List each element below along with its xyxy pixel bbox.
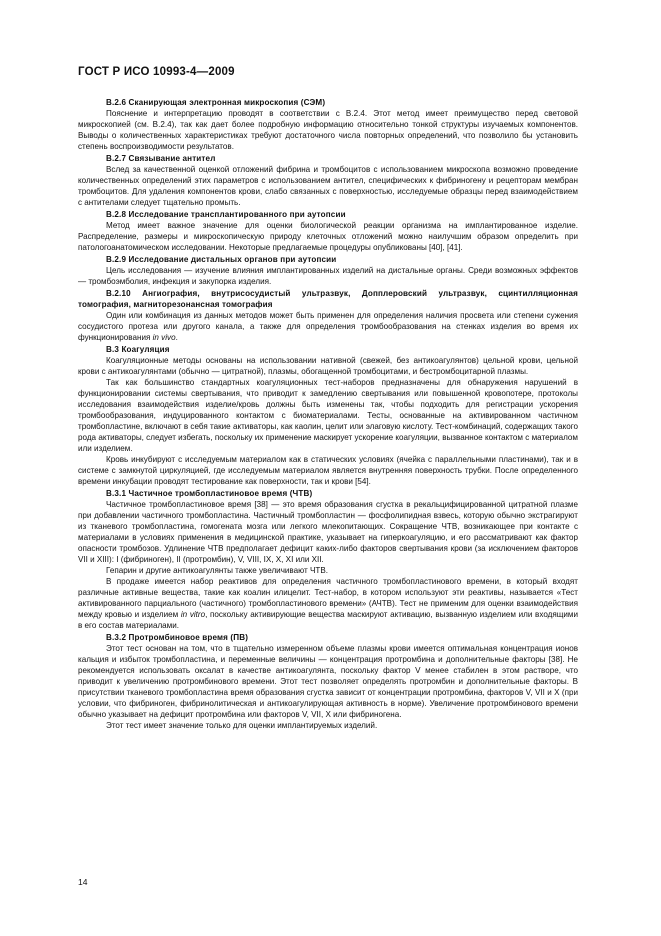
section-heading: В.2.7 Связывание антител xyxy=(106,154,216,163)
body-paragraph: Этот тест имеет значение только для оценки имплантируемых изделий. xyxy=(106,721,378,730)
body-paragraph: Пояснение и интерпретацию проводят в соответствии с В.2.4. Этот метод имеет преимущество перед световой микроскопией (см. В.2.4), так как дает более подробную информацию относительно тонкой структуры изучаемых компонентов. Выводы о количественных характеристиках требуют достаточного числа повторных определений, что позволило бы установить степень воспроизводимости результатов. xyxy=(78,109,578,151)
body-paragraph: В продаже имеется набор реактивов для определения частичного тромбопластинового времени, в который входят различные активные вещества, такие как коалин илицелит. Тест-набор, в котором используют эти реактивы, называется «Тест активированного парциального (частичного) тромбопластинового времени» (АЧТВ). Тест не применим для оценки взаимодействия между кровью и изделием in vitro, поскольку активирующие вещества маскируют активацию, вызванную изделием или входящими в его состав материалами. xyxy=(78,577,579,630)
section-heading: В.2.10 Ангиография, внутрисосудистый ультразвук, Допплеровский ультразвук, сцинтилляционная томография, магниторезонансная томография xyxy=(78,289,578,309)
section-heading: В.3.1 Частичное тромбопластиновое время (ЧТВ) xyxy=(106,489,313,498)
body-paragraph: Гепарин и другие антикоагулянты также увеличивают ЧТВ. xyxy=(106,566,328,575)
body-paragraph: Частичное тромбопластиновое время [38] — это время образования сгустка в рекальцифицированной цитратной плазме при добавлении частичного тромбопластина. Частичный тромбопластин — фосфолипидная взвесь, которую обычно экстрагируют из тканевого тромбопластина, гомогената мозга или легкого млекопитающих. Сокращение ЧТВ, возникающее при контакте с материалами в условиях применения в медицинской практике, указывает на гиперкоагуляцию, и его рассматривают как фактор опасности тромбозов. Удлинение ЧТВ предполагает дефицит каких-либо факторов свертывания крови (за исключением факторов VII и XIII): I (фибриноген), II (протромбин), V, VIII, IX, X, XI или XII. xyxy=(78,500,578,564)
body-paragraph: Один или комбинация из данных методов может быть применен для определения наличия просвета или степени сужения сосудистого протеза или другого канала, а также для определения тромбообразования на стенках изделия во время их функционирования in vivo. xyxy=(78,311,578,342)
section-heading: В.2.6 Сканирующая электронная микроскопия (СЭМ) xyxy=(106,98,326,107)
body-paragraph: Метод имеет важное значение для оценки биологической реакции организма на имплантированное изделие. Распределение, размеры и микроскопическую природу клеточных отложений можно наилучшим образом определить при патологоанатомическом исследовании. Некоторые предлагаемые процедуры опубликованы [40], [41]. xyxy=(78,221,578,252)
body-paragraph: Кровь инкубируют с исследуемым материалом как в статических условиях (ячейка с параллельными пластинами), так и в системе с замкнутой циркуляцией, где исследуемым материалом является внутренняя поверхность трубки. После определенного времени инкубации проводят тестирование как поверхности, так и крови [54]. xyxy=(78,455,578,486)
section-heading: В.3.2 Протромбиновое время (ПВ) xyxy=(106,633,249,642)
section-heading: В.2.9 Исследование дистальных органов при аутопсии xyxy=(106,255,337,264)
body-paragraph: Коагуляционные методы основаны на использовании нативной (свежей, без антикоагулянтов) цельной крови, цельной крови с антикоагулянтами (обычно — цитратной), плазмы, обогащенной тромбоцитами, и бестромбоцитарной плазмы. xyxy=(78,356,578,376)
body-paragraph: Вслед за качественной оценкой отложений фибрина и тромбоцитов с использованием микроскопа возможно проведение количественных определений этих параметров с использованием антител, специфических к фибриногену и рецепторам мембран тромбоцитов. Для удаления компонентов крови, слабо связанных с поверхностью, исследуемые образцы перед взаимодействием с антителами следует тщательно промыть. xyxy=(78,165,578,207)
body-paragraph: Так как большинство стандартных коагуляционных тест-наборов предназначены для обнаружения нарушений в функционировании системы свертывания, что приводит к замедлению свертывания или повышенной кровопотере, протоколы исследования взаимодействия изделие/кровь должны быть изменены так, чтобы подходить для регистрации ускорения тромбообразования, индуцированного контактом с биоматериалами. Тесты, основанные на активированном частичном тромбопластине, включают в себя такие активаторы, как каолин, целит или элаговую кислоту. Тест-комбинаций, содержащих такого рода активаторы, следует избегать, поскольку их применение маскирует ускорение коагуляции, вызванное контактом с материалом или изделием. xyxy=(78,378,578,453)
document-header: ГОСТ Р ИСО 10993-4—2009 xyxy=(78,66,235,78)
section-heading: В.3 Коагуляция xyxy=(106,345,170,354)
body-paragraph: Этот тест основан на том, что в тщательно измеренном объеме плазмы крови имеется оптимальная концентрация ионов кальция и избыток тромбопластина, и переменные величины — концентрация протромбина и дополнительные факторы [38]. Не рекомендуется использовать оксалат в качестве антикоагулянта, поскольку фактор V менее стабилен в этом растворе, что приводит к увеличению протромбинового времени. Этот тест позволяет определять протромбин и дополнительные факторы. В присутствии тканевого тромбопластина время образования сгустка зависит от концентрации протромбина, факторов V, VII и X (при условии, что фибриноген, фибринолитическая и антикоагулирующая активность в норме). Увеличение протромбинового времени обычно указывает на дефицит протромбина или факторов V, VII, X или фибриногена. xyxy=(78,644,578,719)
document-body xyxy=(78,97,578,731)
page-number: 14 xyxy=(78,877,88,887)
section-heading: В.2.8 Исследование трансплантированного при аутопсии xyxy=(106,210,346,219)
body-paragraph: Цель исследования — изучение влияния имплантированных изделий на дистальные органы. Среди возможных эффектов — тромбоэмболия, инфекция и закупорка изделия. xyxy=(78,266,578,286)
